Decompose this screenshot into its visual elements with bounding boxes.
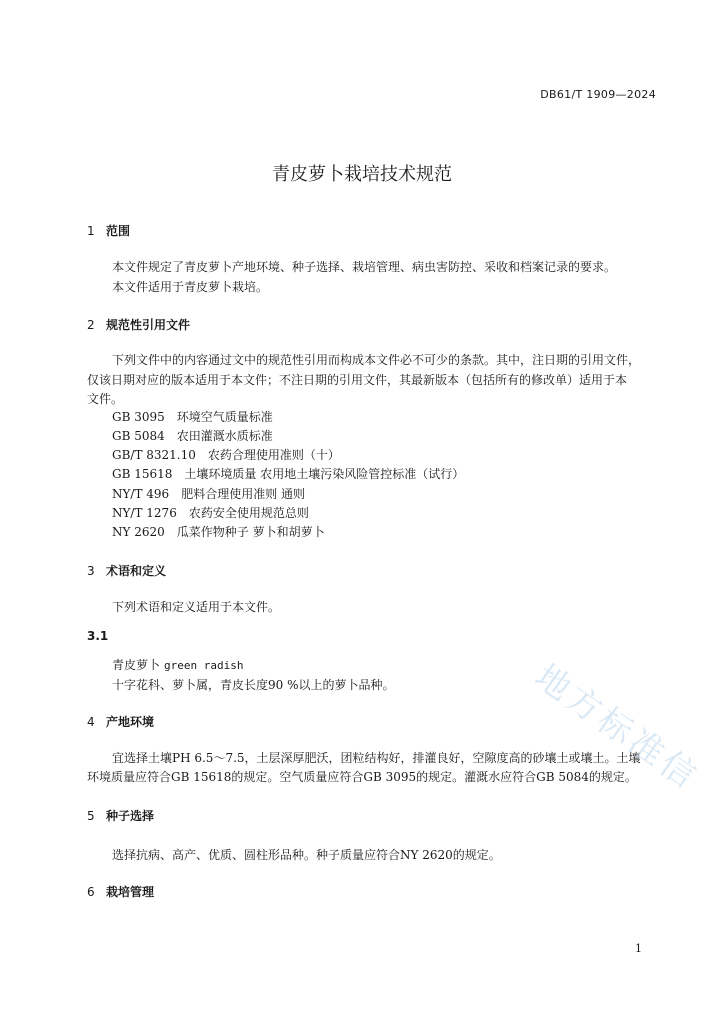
reference-item: GB 15618 土壤环境质量 农用地土壤污染风险管控标准（试行）: [112, 467, 465, 481]
section-number: 3: [87, 564, 95, 578]
reference-item: NY 2620 瓜菜作物种子 萝卜和胡萝卜: [112, 525, 325, 539]
reference-item: GB 5084 农田灌溉水质标准: [112, 429, 273, 443]
section-title: 栽培管理: [106, 885, 155, 899]
section-3-intro: 下列术语和定义适用于本文件。: [112, 600, 281, 614]
section-title: 种子选择: [106, 809, 155, 823]
watermark: 地方标准信: [527, 656, 707, 799]
page-number: 1: [635, 942, 642, 955]
section-4-line-1: 宜选择土壤PH 6.5～7.5，土层深厚肥沃，团粒结构好，排灌良好，空隙度高的砂壤土或壤土。土壤: [112, 751, 641, 765]
term-definition: 十字花科、萝卜属，青皮长度90 %以上的萝卜品种。: [112, 678, 395, 692]
section-2-intro-line-2: 仅该日期对应的版本适用于本文件；不注日期的引用文件，其最新版本（包括所有的修改单）适用于本: [87, 373, 628, 387]
section-title: 范围: [106, 224, 131, 238]
section-2-heading: [87, 316, 190, 333]
section-5-heading: [87, 807, 154, 824]
section-3-heading: [87, 562, 166, 579]
reference-item: NY/T 1276 农药安全使用规范总则: [112, 506, 309, 520]
reference-item: GB 3095 环境空气质量标准: [112, 410, 273, 424]
term-chinese: 青皮萝卜: [112, 658, 161, 672]
document-id: DB61/T 1909—2024: [540, 88, 656, 101]
term-label: [112, 656, 244, 673]
section-title: 规范性引用文件: [106, 318, 191, 332]
section-4-heading: [87, 713, 154, 730]
term-number: 3.1: [87, 629, 109, 643]
section-number: 6: [87, 885, 95, 899]
reference-item: NY/T 496 肥料合理使用准则 通则: [112, 487, 306, 501]
section-2-intro-line-3: 文件。: [87, 392, 124, 406]
section-number: 2: [87, 318, 95, 332]
section-number: 4: [87, 715, 95, 729]
term-english: green radish: [164, 659, 244, 672]
section-1-paragraph-1: 本文件规定了青皮萝卜产地环境、种子选择、栽培管理、病虫害防控、采收和档案记录的要求。: [112, 260, 617, 274]
section-title: 产地环境: [106, 715, 155, 729]
section-4-line-2: 环境质量应符合GB 15618的规定。空气质量应符合GB 3095的规定。灌溉水应符合GB 5084的规定。: [87, 770, 637, 784]
section-6-heading: [87, 883, 154, 900]
section-1-heading: [87, 222, 130, 239]
section-5-paragraph: 选择抗病、高产、优质、圆柱形品种。种子质量应符合NY 2620的规定。: [112, 848, 501, 862]
section-number: 5: [87, 809, 95, 823]
section-2-intro-line-1: 下列文件中的内容通过文中的规范性引用而构成本文件必不可少的条款。其中，注日期的引用文件，: [112, 353, 641, 367]
page-title: 青皮萝卜栽培技术规范: [272, 164, 452, 185]
section-title: 术语和定义: [106, 564, 167, 578]
reference-item: GB/T 8321.10 农药合理使用准则（十）: [112, 448, 340, 462]
section-number: 1: [87, 224, 95, 238]
section-1-paragraph-2: 本文件适用于青皮萝卜栽培。: [112, 280, 269, 294]
